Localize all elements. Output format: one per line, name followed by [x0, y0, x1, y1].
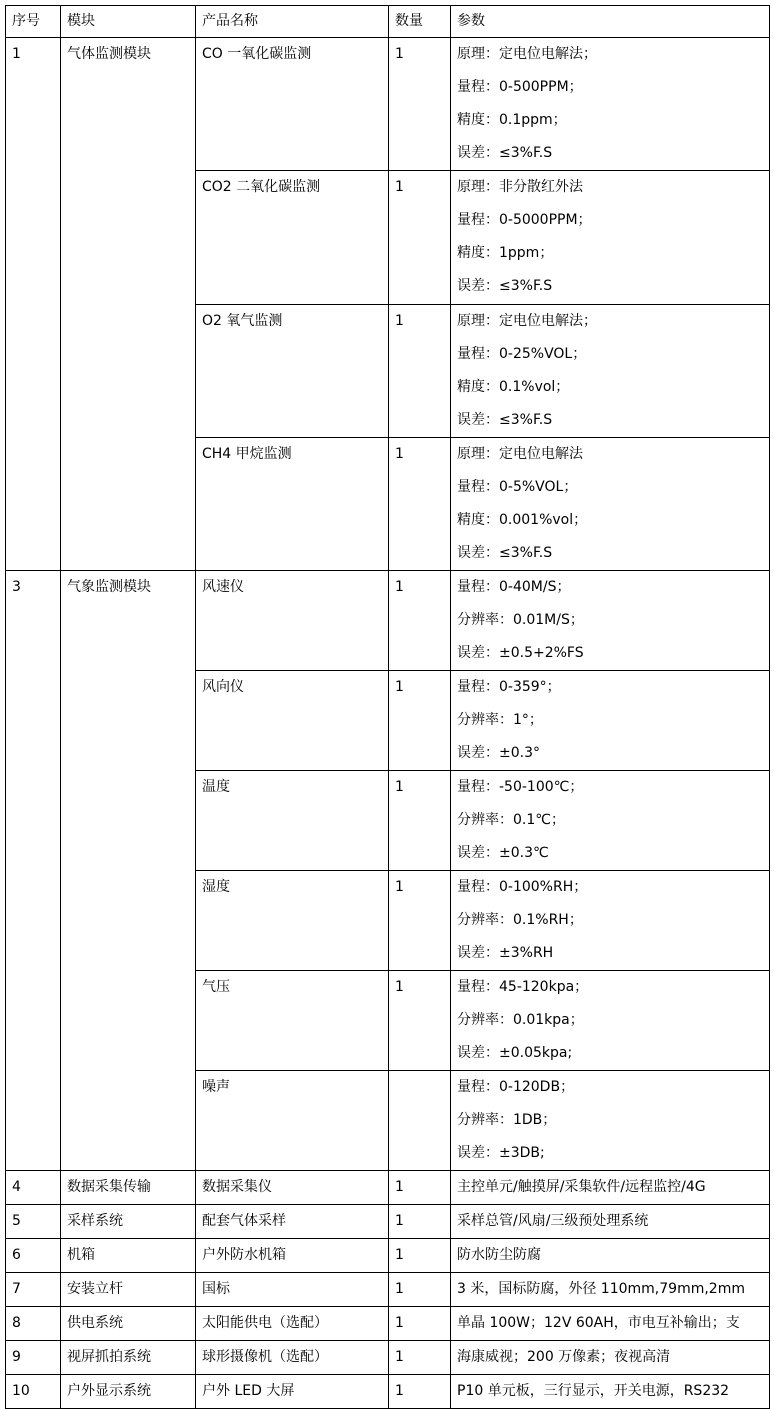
cell-qty: 1: [389, 1375, 451, 1409]
cell-qty: 1: [389, 971, 451, 1071]
param-line: 分辨率：0.01kpa；: [457, 1012, 584, 1028]
cell-product: CO2 二氧化碳监测: [196, 171, 389, 305]
param-line: 精度：0.1ppm；: [457, 112, 567, 128]
param-line: 海康威视；200 万像素；夜视高清: [457, 1349, 671, 1365]
header-qty: 数量: [389, 6, 451, 38]
cell-product: 温度: [196, 771, 389, 871]
table-row: [6, 1375, 770, 1409]
cell-qty: 1: [389, 171, 451, 305]
cell-module: 安装立杆: [61, 1273, 196, 1307]
table-row: [6, 1239, 770, 1273]
header-params: 参数: [451, 6, 770, 38]
cell-product: 户外 LED 大屏: [196, 1375, 389, 1409]
param-line: 分辨率：0.1%RH；: [457, 912, 583, 928]
cell-module: 气体监测模块: [61, 38, 196, 571]
cell-params: [451, 171, 770, 305]
cell-no: 5: [6, 1205, 61, 1239]
param-line: 精度：0.1%vol；: [457, 379, 570, 395]
param-line: 误差：±3%RH: [457, 945, 554, 961]
table-row: [6, 1273, 770, 1307]
table-row: [6, 571, 770, 671]
cell-module: 采样系统: [61, 1205, 196, 1239]
cell-module: 数据采集传输: [61, 1171, 196, 1205]
param-line: 量程：0-359°；: [457, 679, 561, 695]
param-line: 量程：0-120DB；: [457, 1079, 575, 1095]
cell-no: 1: [6, 38, 61, 571]
cell-product: CO 一氧化碳监测: [196, 38, 389, 171]
param-line: 误差：≤3%F.S: [457, 145, 553, 161]
param-line: 量程：-50-100℃；: [457, 779, 584, 795]
param-line: 误差：±0.3°: [457, 745, 540, 761]
table-row: [6, 1205, 770, 1239]
header-row: [6, 6, 770, 38]
param-line: 量程：0-40M/S；: [457, 579, 571, 595]
cell-params: [451, 771, 770, 871]
param-line: 原理：定电位电解法；: [457, 46, 597, 62]
cell-no: 9: [6, 1341, 61, 1375]
cell-product: 户外防水机箱: [196, 1239, 389, 1273]
cell-params: [451, 1239, 770, 1273]
cell-qty: 1: [389, 571, 451, 671]
table-body: [6, 38, 770, 1409]
param-line: 主控单元/触摸屏/采集软件/远程监控/4G: [457, 1179, 706, 1195]
cell-qty: 1: [389, 1307, 451, 1341]
param-line: 误差：±3DB;: [457, 1145, 545, 1161]
cell-params: [451, 571, 770, 671]
table-row: [6, 1341, 770, 1375]
cell-no: 7: [6, 1273, 61, 1307]
param-line: P10 单元板，三行显示，开关电源，RS232: [457, 1383, 730, 1399]
param-line: 分辨率：1DB；: [457, 1112, 557, 1128]
param-line: 误差：±0.3℃: [457, 845, 549, 861]
cell-no: 8: [6, 1307, 61, 1341]
cell-qty: 1: [389, 771, 451, 871]
cell-params: [451, 438, 770, 571]
param-line: 误差：≤3%F.S: [457, 412, 553, 428]
header-product: 产品名称: [196, 6, 389, 38]
header-no: 序号: [6, 6, 61, 38]
cell-product: 风速仪: [196, 571, 389, 671]
cell-qty: 1: [389, 1171, 451, 1205]
cell-qty: 1: [389, 671, 451, 771]
cell-product: 噪声: [196, 1071, 389, 1171]
param-line: 量程：0-100%RH；: [457, 879, 588, 895]
spec-table: [5, 5, 770, 1409]
param-line: 分辨率：0.1℃；: [457, 812, 565, 828]
cell-qty: [389, 1071, 451, 1171]
param-line: 分辨率：1°；: [457, 712, 543, 728]
param-line: 误差：±0.05kpa;: [457, 1045, 573, 1061]
cell-module: 机箱: [61, 1239, 196, 1273]
table-row: [6, 38, 770, 171]
cell-qty: 1: [389, 1341, 451, 1375]
cell-qty: 1: [389, 438, 451, 571]
param-line: 分辨率：0.01M/S；: [457, 612, 584, 628]
cell-qty: 1: [389, 1239, 451, 1273]
cell-params: [451, 1375, 770, 1409]
cell-module: 气象监测模块: [61, 571, 196, 1171]
param-line: 原理：定电位电解法: [457, 446, 583, 462]
cell-product: 湿度: [196, 871, 389, 971]
cell-qty: 1: [389, 871, 451, 971]
cell-module: 视屏抓拍系统: [61, 1341, 196, 1375]
cell-product: O2 氧气监测: [196, 305, 389, 438]
param-line: 采样总管/风扇/三级预处理系统: [457, 1213, 649, 1229]
param-line: 防水防尘防腐: [457, 1247, 541, 1263]
cell-params: [451, 1307, 770, 1341]
param-line: 精度：1ppm；: [457, 245, 554, 261]
param-line: 原理：定电位电解法；: [457, 313, 597, 329]
param-line: 原理：非分散红外法: [457, 179, 583, 195]
cell-qty: 1: [389, 38, 451, 171]
cell-params: [451, 871, 770, 971]
cell-params: [451, 1341, 770, 1375]
param-line: 量程：0-5%VOL；: [457, 479, 578, 495]
param-line: 误差：≤3%F.S: [457, 278, 553, 294]
cell-product: 风向仪: [196, 671, 389, 771]
cell-params: [451, 1171, 770, 1205]
cell-product: 太阳能供电（选配）: [196, 1307, 389, 1341]
cell-params: [451, 1205, 770, 1239]
cell-params: [451, 671, 770, 771]
param-line: 3 米，国标防腐，外径 110mm,79mm,2mm: [457, 1281, 745, 1297]
cell-params: [451, 1273, 770, 1307]
cell-qty: 1: [389, 1273, 451, 1307]
cell-params: [451, 971, 770, 1071]
param-line: 量程：0-5000PPM；: [457, 212, 592, 228]
param-line: 量程：45-120kpa；: [457, 979, 589, 995]
cell-qty: 1: [389, 305, 451, 438]
cell-params: [451, 1071, 770, 1171]
cell-no: 4: [6, 1171, 61, 1205]
param-line: 误差：±0.5+2%FS: [457, 645, 584, 661]
cell-module: 供电系统: [61, 1307, 196, 1341]
cell-module: 户外显示系统: [61, 1375, 196, 1409]
cell-product: 球形摄像机（选配）: [196, 1341, 389, 1375]
cell-product: 配套气体采样: [196, 1205, 389, 1239]
cell-qty: 1: [389, 1205, 451, 1239]
header-module: 模块: [61, 6, 196, 38]
cell-no: 6: [6, 1239, 61, 1273]
cell-product: 气压: [196, 971, 389, 1071]
table-row: [6, 1171, 770, 1205]
param-line: 精度：0.001%vol；: [457, 512, 588, 528]
cell-product: 国标: [196, 1273, 389, 1307]
param-line: 误差：≤3%F.S: [457, 545, 553, 561]
param-line: 单晶 100W；12V 60AH，市电互补输出；支: [457, 1315, 740, 1331]
param-line: 量程：0-500PPM；: [457, 79, 583, 95]
cell-product: CH4 甲烷监测: [196, 438, 389, 571]
cell-product: 数据采集仪: [196, 1171, 389, 1205]
param-line: 量程：0-25%VOL；: [457, 346, 587, 362]
cell-no: 3: [6, 571, 61, 1171]
cell-params: [451, 38, 770, 171]
cell-no: 10: [6, 1375, 61, 1409]
cell-params: [451, 305, 770, 438]
table-row: [6, 1307, 770, 1341]
